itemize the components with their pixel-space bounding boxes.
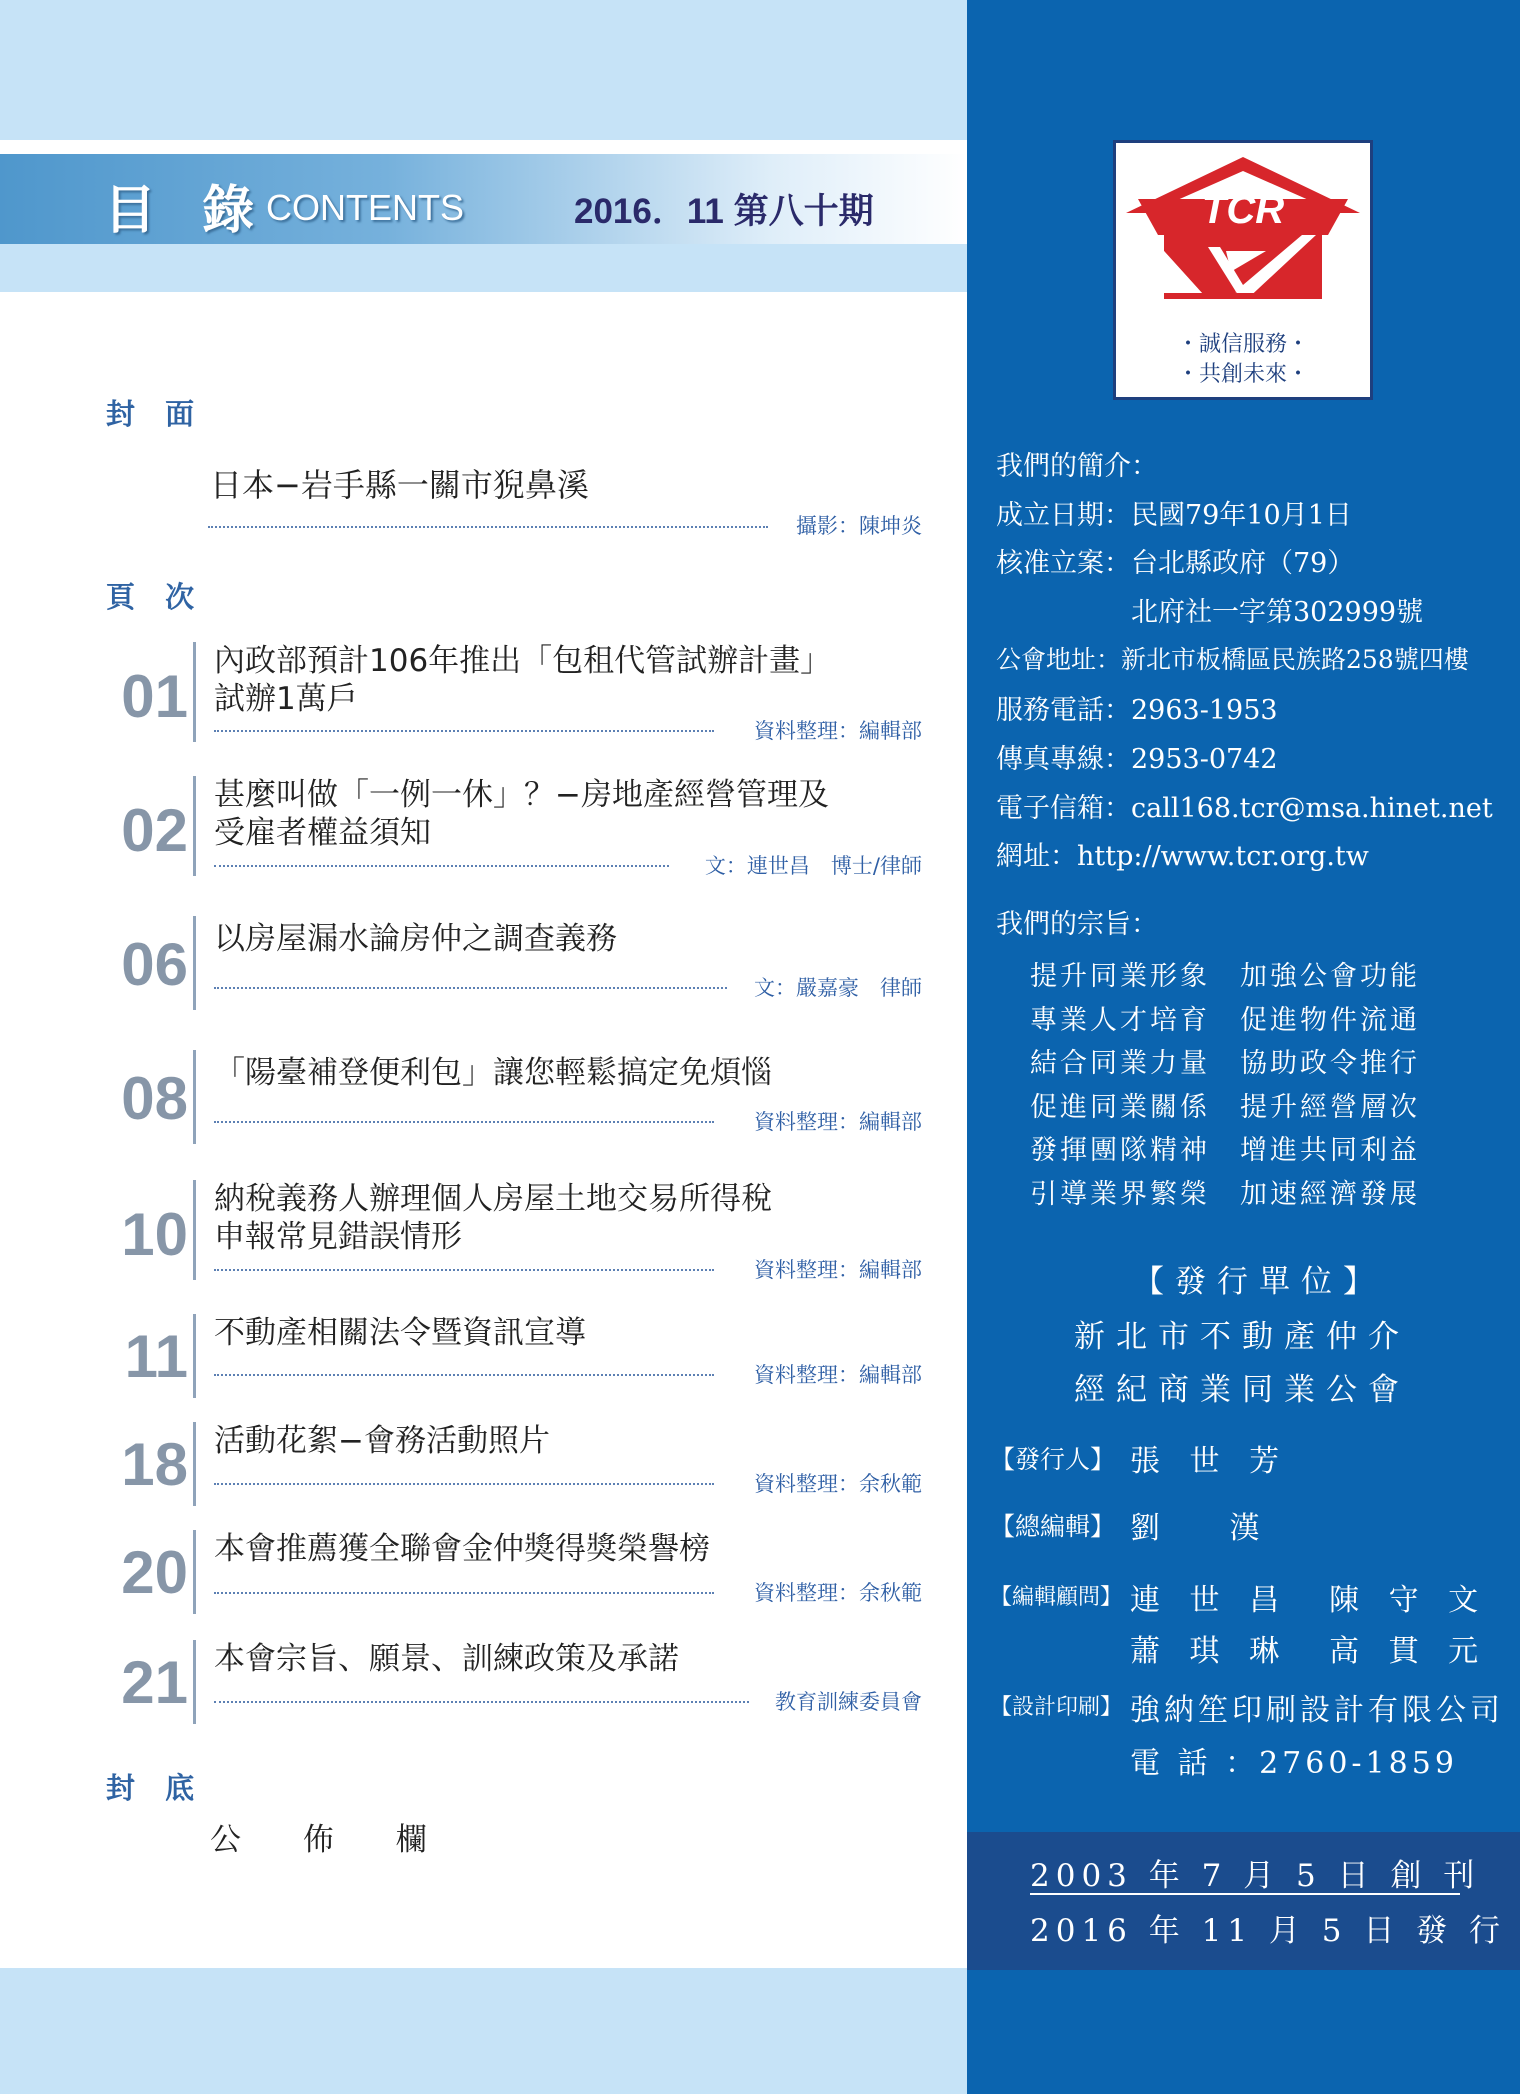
registration: 核准立案：台北縣政府（79） xyxy=(996,548,1355,579)
about-heading: 我們的簡介： xyxy=(996,451,1158,482)
page-title: 目 錄 xyxy=(104,180,269,241)
entry-credit: 資料整理：編輯部 xyxy=(754,1258,922,1282)
entry-credit: 資料整理：余秋範 xyxy=(754,1581,922,1605)
editorial-advisors-2: 蕭 琪 琳 高 貫 元 xyxy=(1130,1634,1489,1669)
entry-title: 以房屋漏水論房仲之調查義務 xyxy=(214,921,617,957)
title-underband xyxy=(0,244,967,292)
logo-text: TCR xyxy=(1201,188,1285,232)
association-logo xyxy=(1113,140,1373,400)
back-cover-item: 公 佈 欄 xyxy=(210,1822,453,1858)
founded-date: 成立日期：民國79年10月1日 xyxy=(996,500,1352,531)
aim-line: 發揮團隊精神 增進共同利益 xyxy=(1030,1135,1420,1166)
dotted-leader xyxy=(214,1374,714,1376)
bottom-band xyxy=(0,1968,967,2094)
aim-line: 提升同業形象 加強公會功能 xyxy=(1030,961,1420,992)
cover-title: 日本−岩手縣一關市猊鼻溪 xyxy=(210,466,589,504)
page-number: 01 xyxy=(121,663,188,730)
printer-phone: 電 話 ：2760-1859 xyxy=(1130,1746,1458,1781)
website: 網址：http://www.tcr.org.tw xyxy=(996,841,1369,872)
entry-title: 內政部預計106年推出「包租代管試辦計畫」 試辦1萬戶 xyxy=(214,643,832,717)
entry-divider xyxy=(193,1050,196,1144)
page-title-english: CONTENTS xyxy=(266,187,464,228)
aim-line: 引導業界繁榮 加速經濟發展 xyxy=(1030,1179,1420,1210)
dotted-leader xyxy=(208,526,768,528)
publisher-person: 張 世 芳 xyxy=(1130,1444,1290,1479)
section-heading-cover: 封 面 xyxy=(106,397,205,431)
dotted-leader xyxy=(214,987,727,989)
entry-credit: 資料整理：余秋範 xyxy=(754,1472,922,1496)
entry-credit: 資料整理：編輯部 xyxy=(754,1363,922,1387)
section-heading-back: 封 底 xyxy=(106,1771,205,1805)
tcr-logo-mark xyxy=(1116,143,1370,313)
registration-number: 北府社一字第302999號 xyxy=(996,597,1424,628)
entry-title: 活動花絮−會務活動照片 xyxy=(214,1423,550,1459)
entry-credit: 文：連世昌 博士/律師 xyxy=(704,854,922,878)
founded-date-line: 2003 年 7 月 5 日 創 刊 xyxy=(1030,1858,1481,1894)
publisher-heading: 【發行單位】 xyxy=(1133,1264,1385,1300)
dotted-leader xyxy=(214,865,669,867)
address: 公會地址：新北市板橋區民族路258號四樓 xyxy=(996,645,1469,674)
page-number: 20 xyxy=(121,1539,188,1606)
dotted-leader xyxy=(214,1483,714,1485)
page-number: 08 xyxy=(121,1065,188,1132)
entry-divider xyxy=(193,776,196,876)
printer: 強納笙印刷設計有限公司 xyxy=(1130,1693,1504,1728)
dotted-leader xyxy=(214,730,714,732)
page-number: 06 xyxy=(121,931,188,998)
dotted-leader xyxy=(214,1592,714,1594)
entry-divider xyxy=(193,1530,196,1614)
staff-label: 【發行人】 xyxy=(990,1445,1116,1474)
entry-divider xyxy=(193,1640,196,1724)
entry-credit: 教育訓練委員會 xyxy=(775,1690,922,1714)
page-number: 02 xyxy=(121,797,188,864)
fax: 傳真專線：2953-0742 xyxy=(996,744,1278,775)
dotted-leader xyxy=(214,1269,714,1271)
entry-divider xyxy=(193,1422,196,1506)
staff-label: 【設計印刷】 xyxy=(990,1695,1123,1720)
page-number: 18 xyxy=(121,1431,188,1498)
logo-motto-line2: ・共創未來・ xyxy=(1176,362,1309,387)
staff-label: 【總編輯】 xyxy=(990,1512,1116,1541)
aims-heading: 我們的宗旨： xyxy=(996,909,1158,940)
phone: 服務電話：2963-1953 xyxy=(996,695,1278,726)
entry-title: 「陽臺補登便利包」讓您輕鬆搞定免煩惱 xyxy=(214,1055,772,1091)
entry-credit: 資料整理：編輯部 xyxy=(754,719,922,743)
entry-title: 不動產相關法令暨資訊宣導 xyxy=(214,1315,586,1351)
aim-line: 結合同業力量 協助政令推行 xyxy=(1030,1048,1420,1079)
issue-label: 2016．11 第八十期 xyxy=(574,192,874,231)
entry-credit: 文：嚴嘉豪 律師 xyxy=(754,976,922,1000)
page-number: 10 xyxy=(121,1201,188,1268)
section-heading-pages: 頁 次 xyxy=(106,580,205,614)
entry-divider xyxy=(193,1314,196,1398)
page-number: 11 xyxy=(124,1323,188,1390)
publisher-name-line1: 新北市不動產仲介 xyxy=(1074,1319,1410,1355)
entry-title: 甚麼叫做「一例一休」？−房地產經營管理及 受雇者權益須知 xyxy=(214,777,829,851)
entry-title: 本會宗旨、願景、訓練政策及承諾 xyxy=(214,1641,679,1677)
entry-divider xyxy=(193,642,196,742)
chief-editor: 劉 漢 xyxy=(1130,1511,1270,1546)
email: 電子信箱：call168.tcr@msa.hinet.net xyxy=(996,793,1493,824)
aim-line: 專業人才培育 促進物件流通 xyxy=(1030,1005,1420,1036)
logo-motto-line1: ・誠信服務・ xyxy=(1176,332,1309,357)
cover-credit: 攝影：陳坤炎 xyxy=(796,514,922,538)
entry-divider xyxy=(193,1180,196,1280)
aim-line: 促進同業關係 提升經營層次 xyxy=(1030,1092,1420,1123)
entry-title: 納稅義務人辦理個人房屋土地交易所得稅 申報常見錯誤情形 xyxy=(214,1181,772,1255)
page-number: 21 xyxy=(121,1649,188,1716)
dotted-leader xyxy=(214,1121,714,1123)
entry-credit: 資料整理：編輯部 xyxy=(754,1110,922,1134)
entry-divider xyxy=(193,916,196,1010)
issued-date-line: 2016 年 11 月 5 日 發 行 xyxy=(1030,1913,1507,1949)
entry-title: 本會推薦獲全聯會金仲獎得獎榮譽榜 xyxy=(214,1531,710,1567)
staff-label: 【編輯顧問】 xyxy=(990,1585,1123,1610)
editorial-advisors: 連 世 昌 陳 守 文 xyxy=(1130,1583,1489,1618)
top-band xyxy=(0,0,967,140)
dotted-leader xyxy=(214,1701,749,1703)
publisher-name-line2: 經紀商業同業公會 xyxy=(1074,1372,1410,1408)
